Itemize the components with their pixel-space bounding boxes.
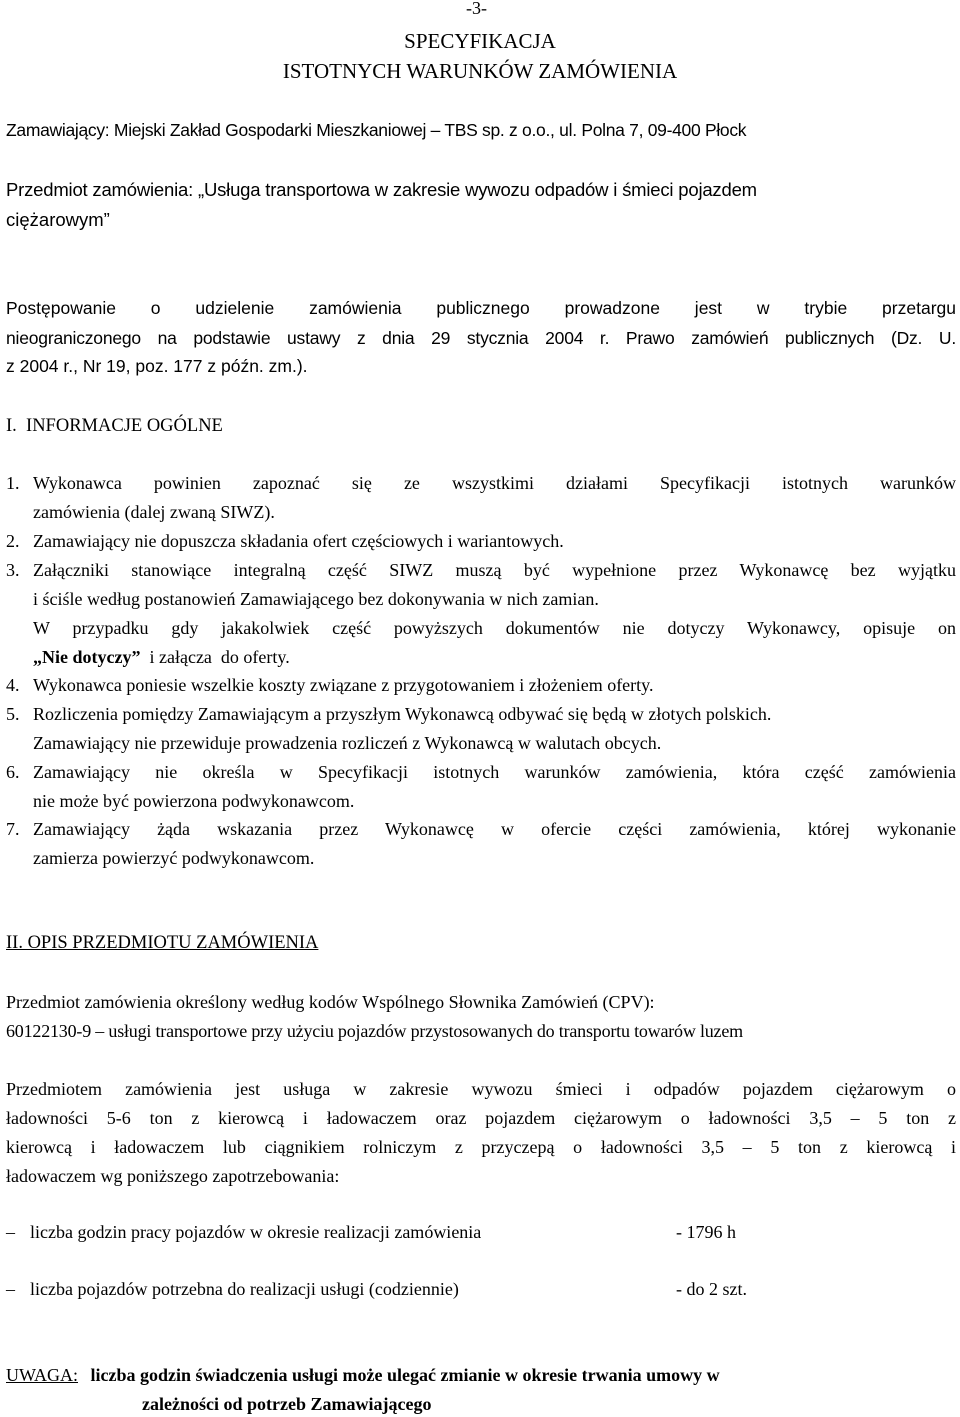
requirement-dash: –	[6, 1222, 15, 1242]
title-line-1: SPECYFIKACJA	[404, 29, 556, 53]
item-1-number: 1.	[6, 473, 20, 493]
client-line: Zamawiający: Miejski Zakład Gospodarki Mieszkaniowej – TBS sp. z o.o., ul. Polna 7, 09-400 Płock	[6, 120, 747, 140]
item-1-line-1: Wykonawca powinien zapoznać się ze wszystkimi działami Specyfikacji istotnych warunków	[33, 473, 956, 493]
item-6-number: 6.	[6, 762, 20, 782]
subject-line-1: Przedmiot zamówienia: „Usługa transportowa w zakresie wywozu odpadów i śmieci pojazdem	[6, 179, 757, 200]
item-5-line-1: Rozliczenia pomiędzy Zamawiającym a przyszłym Wykonawcą odbywać się będą w złotych polskich.	[33, 704, 772, 724]
item-3-line-3: W przypadku gdy jakakolwiek część powyższych dokumentów nie dotyczy Wykonawcy, opisuje on	[33, 618, 956, 638]
requirement-value: - do 2 szt.	[676, 1279, 747, 1299]
not-applicable-phrase: „Nie dotyczy”	[33, 647, 141, 667]
note-line-1	[6, 1363, 956, 1387]
title-line-2: ISTOTNYCH WARUNKÓW ZAMÓWIENIA	[282, 59, 678, 83]
requirement-value: - 1796 h	[676, 1222, 736, 1242]
procedure-line-3: z 2004 r., Nr 19, poz. 177 z późn. zm.).	[6, 356, 308, 376]
note-label: UWAGA:	[6, 1365, 78, 1385]
item-5-number: 5.	[6, 704, 20, 724]
item-6-line-2: nie może być powierzona podwykonawcom.	[33, 791, 355, 811]
item-5-line-2: Zamawiający nie przewiduje prowadzenia rozliczeń z Wykonawcą w walutach obcych.	[33, 733, 662, 753]
item-3-line-1: Załączniki stanowiące integralną część SIWZ muszą być wypełnione przez Wykonawcę bez wyjątku	[33, 560, 956, 580]
item-4-number: 4.	[6, 675, 20, 695]
item-3-line-4	[33, 645, 956, 669]
cpv-code: 60122130-9 – usługi transportowe przy użyciu pojazdów przystosowanych do transportu towarów luzem	[6, 1021, 743, 1041]
item-7-line-1: Zamawiający żąda wskazania przez Wykonawcę w ofercie części zamówienia, której wykonanie	[33, 819, 956, 839]
item-3-line-4-rest: i załącza do oferty.	[140, 647, 290, 667]
section-2-heading: II. OPIS PRZEDMIOTU ZAMÓWIENIA	[6, 933, 319, 953]
item-2-number: 2.	[6, 531, 20, 551]
requirement-dash: –	[6, 1279, 15, 1299]
item-3-line-2: i ściśle według postanowień Zamawiającego bez dokonywania w nich zamian.	[33, 589, 599, 609]
cpv-intro: Przedmiot zamówienia określony według kodów Wspólnego Słownika Zamówień (CPV):	[6, 992, 655, 1012]
requirement-label: liczba pojazdów potrzebna do realizacji usługi (codziennie)	[30, 1279, 459, 1299]
requirement-label: liczba godzin pracy pojazdów w okresie realizacji zamówienia	[30, 1222, 482, 1242]
description-line-2: ładowności 5-6 ton z kierowcą i ładowaczem oraz pojazdem ciężarowym o ładowności 3,5 – 5 ton z	[6, 1108, 956, 1128]
subject-line-2: ciężarowym”	[6, 209, 110, 230]
procedure-line-2: nieograniczonego na podstawie ustawy z dnia 29 stycznia 2004 r. Prawo zamówień publicznych (Dz. U.	[6, 328, 956, 348]
item-2-line-1: Zamawiający nie dopuszcza składania ofert częściowych i wariantowych.	[33, 531, 564, 551]
item-1-line-2: zamówienia (dalej zwaną SIWZ).	[33, 502, 275, 522]
page-number: -3-	[466, 0, 487, 18]
procedure-line-1: Postępowanie o udzielenie zamówienia publicznego prowadzone jest w trybie przetargu	[6, 298, 956, 318]
description-line-3: kierowcą i ładowaczem lub ciągnikiem rolniczym z przyczepą o ładowności 3,5 – 5 ton z kierowcą i	[6, 1137, 956, 1157]
section-1-heading: I. INFORMACJE OGÓLNE	[6, 416, 223, 436]
note-line-2: zależności od potrzeb Zamawiającego	[142, 1394, 432, 1414]
item-7-line-2: zamierza powierzyć podwykonawcom.	[33, 848, 315, 868]
item-3-number: 3.	[6, 560, 20, 580]
item-6-line-1: Zamawiający nie określa w Specyfikacji istotnych warunków zamówienia, która część zamówienia	[33, 762, 956, 782]
description-line-1: Przedmiotem zamówienia jest usługa w zakresie wywozu śmieci i odpadów pojazdem ciężarowym o	[6, 1079, 956, 1099]
item-4-line-1: Wykonawca poniesie wszelkie koszty związane z przygotowaniem i złożeniem oferty.	[33, 675, 654, 695]
note-text-1: liczba godzin świadczenia usługi może ulegać zmianie w okresie trwania umowy w	[90, 1365, 720, 1385]
item-7-number: 7.	[6, 819, 20, 839]
description-line-4: ładowaczem wg poniższego zapotrzebowania:	[6, 1166, 340, 1186]
